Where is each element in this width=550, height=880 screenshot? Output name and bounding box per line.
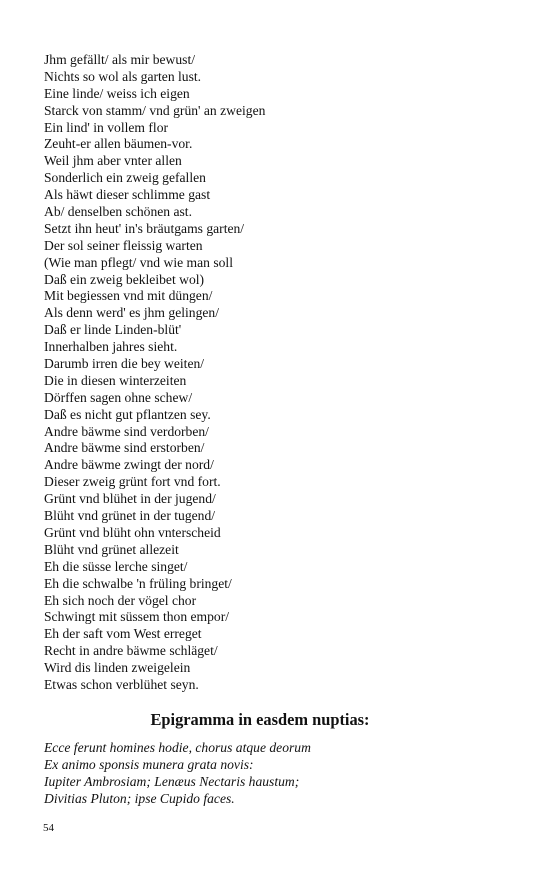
poem-line: Dörffen sagen ohne schew/ bbox=[44, 389, 193, 405]
poem-line: Dieser zweig grünt fort vnd fort. bbox=[44, 474, 221, 490]
poem-line: Wird dis linden zweigelein bbox=[44, 660, 191, 676]
poem-line: Zeuht-er allen bäumen-vor. bbox=[44, 136, 193, 152]
poem-line: Andre bäwme zwingt der nord/ bbox=[44, 457, 214, 473]
epigram-line: Divitias Pluton; ipse Cupido faces. bbox=[44, 790, 235, 806]
poem-text bbox=[44, 52, 514, 694]
poem-line: (Wie man pflegt/ vnd wie man soll bbox=[44, 254, 233, 270]
poem-line: Darumb irren die bey weiten/ bbox=[44, 356, 205, 372]
epigram-line: Ex animo sponsis munera grata novis: bbox=[44, 756, 254, 772]
poem-line: Weil jhm aber vnter allen bbox=[44, 153, 182, 169]
poem-line: Die in diesen winterzeiten bbox=[44, 372, 187, 388]
poem-line: Ab/ denselben schönen ast. bbox=[44, 204, 192, 220]
poem-line: Als denn werd' es jhm gelingen/ bbox=[44, 305, 219, 321]
poem-line: Andre bäwme sind erstorben/ bbox=[44, 440, 205, 456]
poem-line: Daß ein zweig bekleibet wol) bbox=[44, 271, 205, 287]
poem-line: Andre bäwme sind verdorben/ bbox=[44, 423, 209, 439]
poem-line: Etwas schon verblühet seyn. bbox=[44, 676, 199, 692]
poem-line: Recht in andre bäwme schläget/ bbox=[44, 643, 218, 659]
poem-line: Blüht vnd grünet allezeit bbox=[44, 541, 179, 557]
poem-line: Setzt ihn heut' in's bräutgams garten/ bbox=[44, 220, 245, 236]
poem-line: Daß er linde Linden-blüt' bbox=[44, 322, 182, 338]
poem-line: Blüht vnd grünet in der tugend/ bbox=[44, 508, 216, 524]
poem-line: Schwingt mit süssem thon empor/ bbox=[44, 609, 230, 625]
poem-line: Eine linde/ weiss ich eigen bbox=[44, 85, 190, 101]
poem-line: Eh sich noch der vögel chor bbox=[44, 592, 197, 608]
poem-line: Eh die schwalbe 'n früling bringet/ bbox=[44, 575, 232, 591]
poem-line: Eh der saft vom West erreget bbox=[44, 626, 202, 642]
epigram-title: Epigramma in easdem nuptias: bbox=[150, 710, 370, 729]
poem-line: Grünt vnd blüht ohn vnterscheid bbox=[44, 524, 221, 540]
poem-line: Als häwt dieser schlimme gast bbox=[44, 187, 211, 203]
poem-line: Ein lind' in vollem flor bbox=[44, 119, 169, 135]
poem-line: Innerhalben jahres sieht. bbox=[44, 339, 178, 355]
poem-line: Sonderlich ein zweig gefallen bbox=[44, 170, 206, 186]
page-number: 54 bbox=[43, 822, 54, 834]
poem-line: Daß es nicht gut pflantzen sey. bbox=[44, 406, 211, 422]
poem-line: Starck von stamm/ vnd grün' an zweigen bbox=[44, 102, 266, 118]
epigram-text bbox=[44, 740, 514, 808]
poem-line: Eh die süsse lerche singet/ bbox=[44, 558, 188, 574]
poem-line: Grünt vnd blühet in der jugend/ bbox=[44, 491, 216, 507]
epigram-line: Iupiter Ambrosiam; Lenæus Nectaris haustum; bbox=[44, 773, 300, 789]
poem-line: Nichts so wol als garten lust. bbox=[44, 68, 202, 84]
poem-line: Jhm gefällt/ als mir bewust/ bbox=[44, 52, 196, 67]
epigram-line: Ecce ferunt homines hodie, chorus atque deorum bbox=[44, 740, 311, 755]
poem-line: Der sol seiner fleissig warten bbox=[44, 237, 203, 253]
poem-line: Mit begiessen vnd mit düngen/ bbox=[44, 288, 213, 304]
